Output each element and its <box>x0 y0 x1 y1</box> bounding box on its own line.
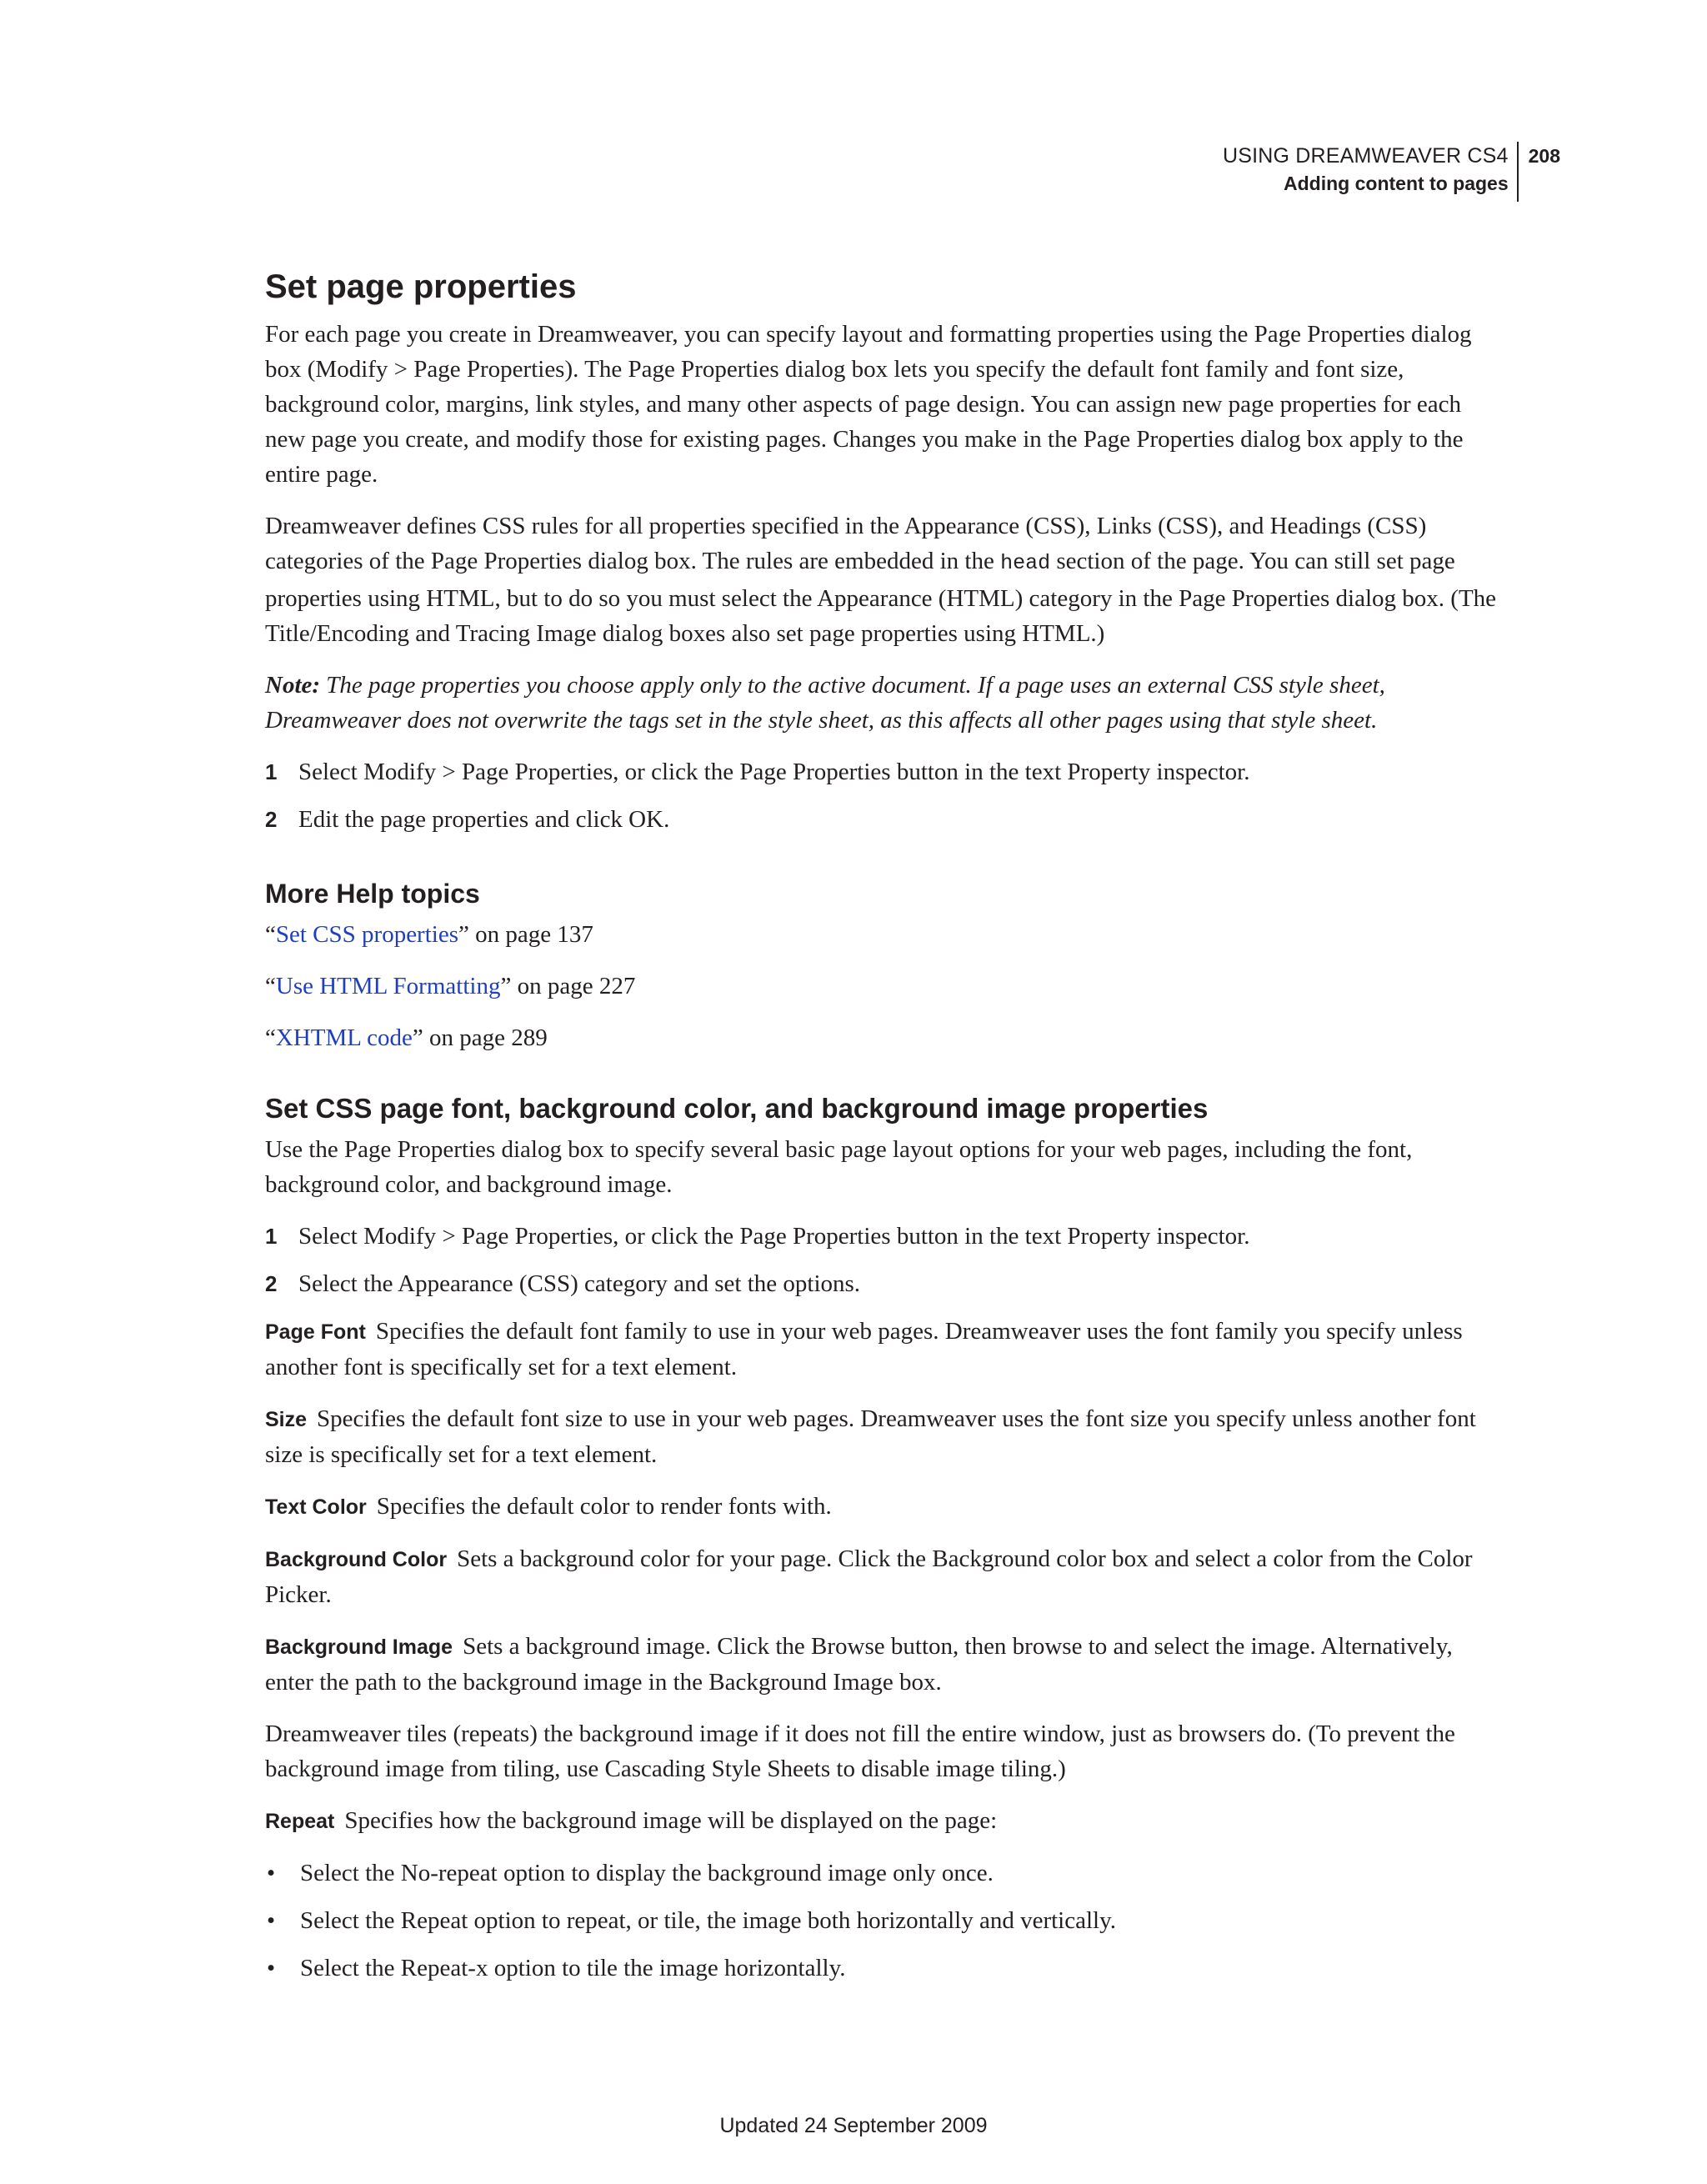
step-text: Select the Appearance (CSS) category and set the options. <box>298 1270 861 1297</box>
header-text-block <box>1223 142 1519 202</box>
link-open-quote: “ <box>265 1024 276 1051</box>
link-page-ref: ” on page 227 <box>500 973 636 999</box>
head-code-term: head <box>1000 551 1051 575</box>
option-description: Specifies the default color to render fonts with. <box>376 1493 832 1520</box>
bullet-icon: • <box>267 1955 276 1981</box>
page-content <box>265 265 1499 1998</box>
css-section-heading: Set CSS page font, background color, and background image properties <box>265 1093 1209 1124</box>
page-footer: Updated 24 September 2009 <box>719 2114 988 2137</box>
css-rules-text-after: section of the page. You can still set page properties using HTML, but to do so you must select the Appearance (HTML) category in the Page Properties dialog box. (The Title/Encoding and Tracing Image dialog boxes also set page properties using HTML.) <box>265 548 1497 647</box>
help-link-item <box>265 917 1499 952</box>
option-text-color <box>265 1489 1499 1525</box>
option-repeat <box>265 1803 1499 1839</box>
css-section-intro: Use the Page Properties dialog box to specify several basic page layout options for your web pages, including the font, background color, and background image. <box>265 1136 1413 1198</box>
option-page-font <box>265 1314 1499 1385</box>
option-description: Specifies the default font family to use in your web pages. Dreamweaver uses the font family you specify unless another font is specifically set for a text element. <box>265 1318 1463 1380</box>
option-background-color <box>265 1541 1499 1612</box>
note-paragraph <box>265 668 1499 738</box>
css-rules-text-before: Dreamweaver defines CSS rules for all properties specified in the Appearance (CSS), Links (CSS), and Headings (CSS) categories of the Page Properties dialog box. The rules are embedded in the <box>265 513 1427 574</box>
step-number: 1 <box>265 1224 278 1249</box>
option-description: Sets a background image. Click the Browse button, then browse to and select the image. Alternatively, enter the path to the background image in the Background Image box. <box>265 1633 1453 1696</box>
step-text: Edit the page properties and click OK. <box>298 806 670 833</box>
step-number: 2 <box>265 807 278 832</box>
css-rules-paragraph <box>265 508 1499 651</box>
page-number: 208 <box>1528 145 1560 167</box>
option-term: Text Color <box>265 1495 367 1519</box>
bullet-icon: • <box>267 1860 276 1886</box>
step-text: Select Modify > Page Properties, or click the Page Properties button in the text Property inspector. <box>298 759 1250 785</box>
step-item <box>265 802 1499 837</box>
step-item <box>265 1266 1499 1301</box>
intro-paragraph: For each page you create in Dreamweaver, you can specify layout and formatting properties using the Page Properties dialog box (Modify > Page Properties). The Page Properties dialog box lets you specify the default font family and font size, background color, margins, link styles, and many other aspects of page design. You can assign new page properties for each new page you create, and modify those for existing pages. Changes you make in the Page Properties dialog box apply to the entire page. <box>265 321 1472 488</box>
option-term: Repeat <box>265 1810 335 1833</box>
option-description: Specifies how the background image will be displayed on the page: <box>344 1807 998 1834</box>
note-label: Note: <box>265 672 321 699</box>
step-item <box>265 754 1499 789</box>
tiling-paragraph: Dreamweaver tiles (repeats) the background image if it does not fill the entire window, just as browsers do. (To prevent the background image from tiling, use Cascading Style Sheets to disable image tiling.) <box>265 1721 1455 1782</box>
bullet-item <box>265 1903 1499 1938</box>
note-text: The page properties you choose apply only to the active document. If a page uses an external CSS style sheet, Dreamweaver does not overwrite the tags set in the style sheet, as this affects all other pages using that style sheet. <box>265 672 1385 734</box>
header-section-name: Adding content to pages <box>1284 173 1509 194</box>
help-link-use-html-formatting[interactable]: Use HTML Formatting <box>275 973 501 999</box>
bullet-text: Select the Repeat-x option to tile the image horizontally. <box>300 1955 846 1981</box>
more-help-heading: More Help topics <box>265 879 480 909</box>
page-title: Set page properties <box>265 268 577 305</box>
header-product-name: USING DREAMWEAVER CS4 <box>1222 144 1509 168</box>
running-header <box>1223 142 1560 202</box>
bullet-text: Select the Repeat option to repeat, or tile, the image both horizontally and vertically. <box>300 1907 1116 1934</box>
bullet-item <box>265 1951 1499 1986</box>
help-link-item <box>265 969 1499 1004</box>
option-background-image <box>265 1629 1499 1700</box>
link-open-quote: “ <box>265 921 276 948</box>
step-item <box>265 1219 1499 1254</box>
option-description: Specifies the default font size to use in your web pages. Dreamweaver uses the font size you specify unless another font size is specifically set for a text element. <box>265 1405 1476 1468</box>
option-term: Background Image <box>265 1635 453 1659</box>
link-open-quote: “ <box>265 973 276 999</box>
link-page-ref: ” on page 137 <box>458 921 593 948</box>
link-page-ref: ” on page 289 <box>412 1024 548 1051</box>
option-term: Size <box>265 1408 308 1431</box>
bullet-text: Select the No-repeat option to display the background image only once. <box>300 1860 994 1886</box>
step-number: 2 <box>265 1271 278 1296</box>
bullet-item <box>265 1856 1499 1891</box>
option-term: Page Font <box>265 1320 366 1344</box>
step-text: Select Modify > Page Properties, or click the Page Properties button in the text Property inspector. <box>298 1223 1250 1250</box>
option-size <box>265 1401 1499 1472</box>
help-link-set-css-properties[interactable]: Set CSS properties <box>275 921 458 948</box>
help-link-xhtml-code[interactable]: XHTML code <box>275 1024 413 1051</box>
step-number: 1 <box>265 759 278 784</box>
help-link-item <box>265 1020 1499 1055</box>
option-term: Background Color <box>265 1548 448 1571</box>
bullet-icon: • <box>267 1907 276 1934</box>
option-description: Sets a background color for your page. Click the Background color box and select a color from the Color Picker. <box>265 1545 1473 1608</box>
